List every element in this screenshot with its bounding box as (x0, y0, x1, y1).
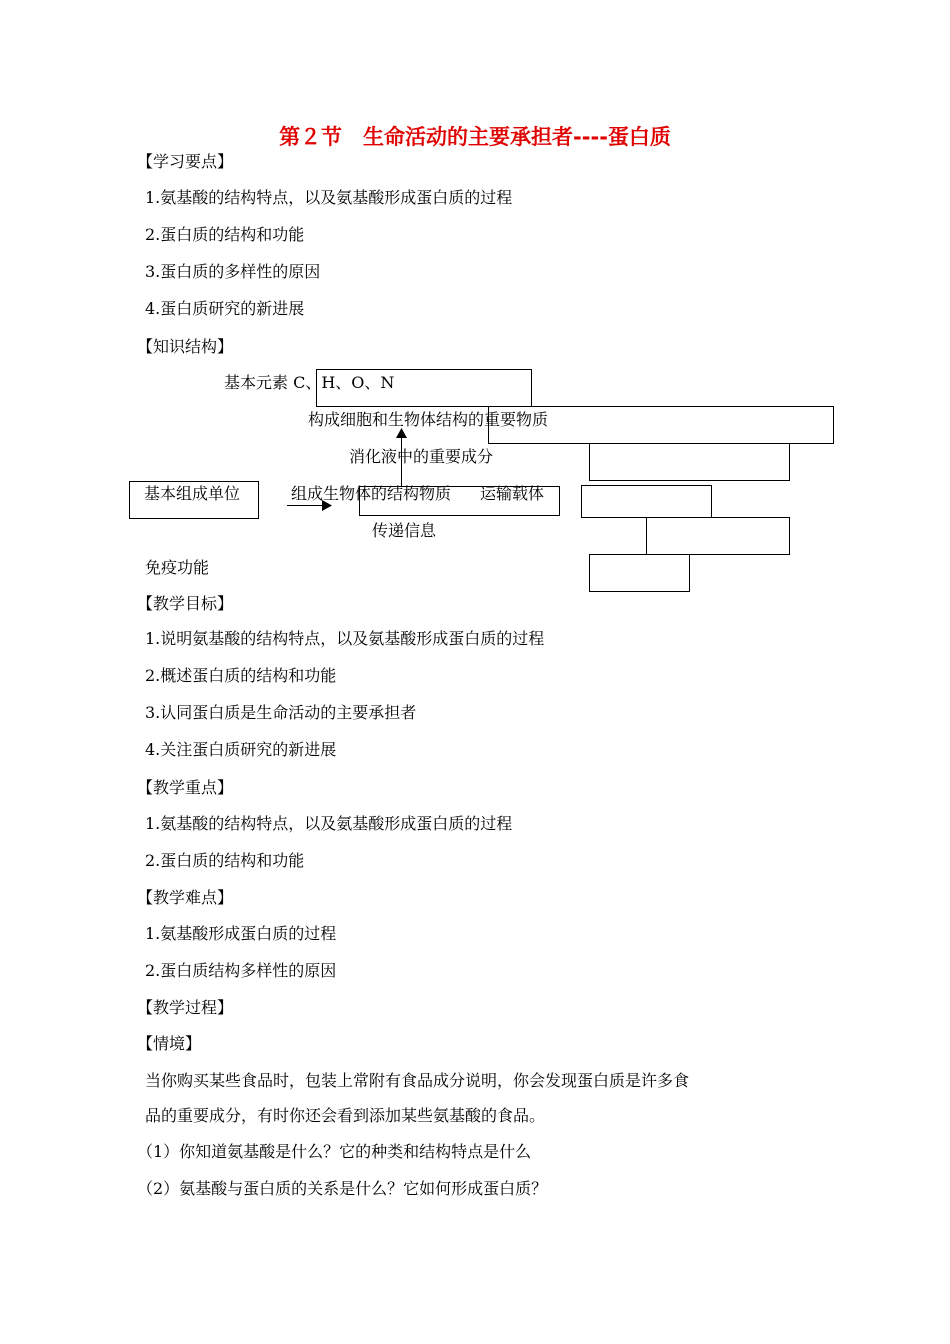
study-point-item: 4.蛋白质研究的新进展 (145, 299, 305, 318)
teaching-goal-item: 3.认同蛋白质是生命活动的主要承担者 (145, 703, 417, 722)
key-points-heading: 【教学重点】 (137, 778, 234, 797)
diagram-function-signal: 传递信息 (372, 521, 437, 540)
teaching-goals-heading: 【教学目标】 (137, 594, 234, 613)
study-point-item: 1.氨基酸的结构特点，以及氨基酸形成蛋白质的过程 (145, 188, 513, 207)
teaching-goal-item: 2.概述蛋白质的结构和功能 (145, 666, 337, 685)
difficulty-item: 2.蛋白质结构多样性的原因 (145, 961, 337, 980)
diagram-box-function-2 (589, 443, 790, 481)
teaching-goal-item: 1.说明氨基酸的结构特点，以及氨基酸形成蛋白质的过程 (145, 629, 545, 648)
diagram-basic-elements: 基本元素 C、H、O、N (224, 373, 395, 392)
difficulties-heading: 【教学难点】 (137, 888, 234, 907)
scenario-question: （2）氨基酸与蛋白质的关系是什么？它如何形成蛋白质？ (137, 1179, 548, 1198)
study-point-item: 3.蛋白质的多样性的原因 (145, 262, 321, 281)
diagram-box-function-3 (581, 485, 712, 518)
diagram-function-transport: 运输载体 (480, 484, 545, 503)
difficulty-item: 1.氨基酸形成蛋白质的过程 (145, 924, 337, 943)
diagram-composition: 组成生物体的结构物质 (291, 484, 452, 503)
diagram-box-function-5 (589, 554, 690, 592)
diagram-function-digestive: 消化液中的重要成分 (349, 447, 494, 466)
key-point-item: 1.氨基酸的结构特点，以及氨基酸形成蛋白质的过程 (145, 814, 513, 833)
diagram-box-function-4 (646, 517, 790, 555)
key-point-item: 2.蛋白质的结构和功能 (145, 851, 305, 870)
scenario-paragraph-line: 当你购买某些食品时，包装上常附有食品成分说明，你会发现蛋白质是许多食 (145, 1071, 690, 1090)
study-point-item: 2.蛋白质的结构和功能 (145, 225, 305, 244)
scenario-question: （1）你知道氨基酸是什么？它的种类和结构特点是什么 (137, 1142, 532, 1161)
diagram-arrow-right (287, 505, 323, 506)
diagram-basic-unit: 基本组成单位 (144, 484, 241, 503)
knowledge-structure-heading: 【知识结构】 (137, 337, 234, 356)
diagram-function-structure: 构成细胞和生物体结构的重要物质 (308, 410, 549, 429)
diagram-function-immune: 免疫功能 (145, 558, 210, 577)
page-title: 第２节 生命活动的主要承担者----蛋白质 (279, 125, 671, 149)
process-heading: 【教学过程】 (137, 998, 234, 1017)
scenario-heading: 【情境】 (137, 1034, 202, 1053)
study-points-heading: 【学习要点】 (137, 152, 234, 171)
scenario-paragraph-line: 品的重要成分，有时你还会看到添加某些氨基酸的食品。 (145, 1106, 546, 1125)
teaching-goal-item: 4.关注蛋白质研究的新进展 (145, 740, 337, 759)
